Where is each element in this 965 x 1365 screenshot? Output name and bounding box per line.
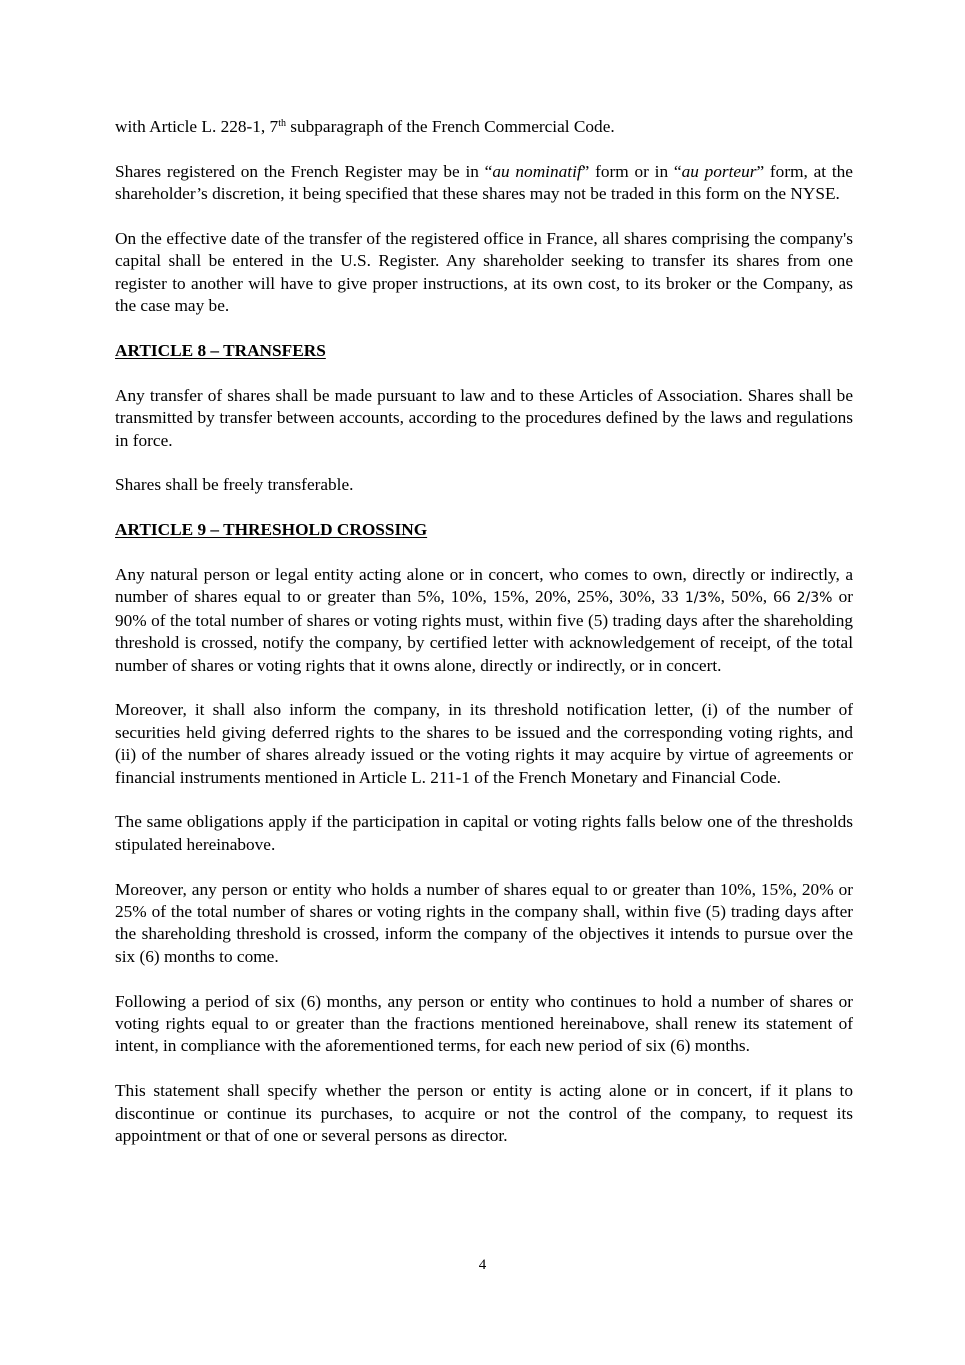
paragraph-effective-date: On the effective date of the transfer of the registered office in France, all shares comprising the company's capital shall be entered in the U.S. Register. Any shareholder seeking to transfer its shares from one register to another will have to give proper instructions, at its own cost, to its broker or the Company, as the case may be.	[115, 229, 853, 316]
paragraph-text: Shares registered on the French Register may be in “	[115, 161, 493, 181]
fraction: 2/3%	[796, 590, 833, 607]
paragraph-text: or 90% of the total number of shares or voting rights must, within five (5) trading days after the shareholding threshold is crossed, notify the company, by certified letter with acknowledgement of receipt, of the total number of shares or voting rights that it owns alone, directly or indirectly, or in concert.	[115, 587, 853, 675]
article-9-heading: ARTICLE 9 – THRESHOLD CROSSING	[115, 520, 428, 540]
paragraph-text: ” form, at the shareholder’s discretion, it being specified that these shares may not be traded in this form on the NYSE.	[115, 161, 853, 204]
paragraph-objectives: Moreover, any person or entity who holds a number of shares equal to or greater than 10%, 15%, 20% or 25% of the total number of shares or voting rights in the company shall, within five (5) trading days after the shareholding threshold is crossed, inform the company of the objectives it intends to pursue over the six (6) months to come.	[115, 879, 853, 966]
paragraph-falls-below: The same obligations apply if the participation in capital or voting rights falls below one of the thresholds stipulated hereinabove.	[115, 812, 853, 854]
paragraph-threshold-notification	[115, 564, 853, 677]
paragraph-article-reference	[115, 116, 853, 138]
italic-term: au nominatif	[492, 161, 582, 181]
paragraph-freely-transferable: Shares shall be freely transferable.	[115, 475, 354, 495]
page-number: 4	[478, 1257, 487, 1273]
paragraph-text: , 50%, 66	[720, 587, 797, 607]
italic-term: au porteur	[681, 161, 757, 181]
paragraph-deferred-rights: Moreover, it shall also inform the company, in its threshold notification letter, (i) of the number of securities held giving deferred rights to the shares to be issued and the corresponding voting rights, and (ii) of the number of shares already issued or the voting rights it may acquire by virtue of agreements or financial instruments mentioned in Article L. 211-1 of the French Monetary and Financial Code.	[115, 700, 853, 787]
paragraph-register-forms	[115, 161, 853, 206]
paragraph-statement-specify: This statement shall specify whether the person or entity is acting alone or in concert, if it plans to discontinue or continue its purchases, to acquire or not the control of the company, to request its appointment or that of one or several persons as director.	[115, 1081, 853, 1146]
article-8-heading: ARTICLE 8 – TRANSFERS	[115, 341, 326, 361]
superscript: th	[278, 118, 286, 129]
paragraph-renew-statement: Following a period of six (6) months, any person or entity who continues to hold a number of shares or voting rights equal to or greater than the fractions mentioned hereinabove, shall renew its statement of intent, in compliance with the aforementioned terms, for each new period of six (6) months.	[115, 991, 853, 1056]
document-body	[115, 116, 853, 1170]
paragraph-text: subparagraph of the French Commercial Code.	[285, 117, 615, 136]
paragraph-text: with Article L. 228-1, 7	[115, 117, 279, 136]
paragraph-transfer-of-shares: Any transfer of shares shall be made pursuant to law and to these Articles of Association. Shares shall be transmitted by transfer between accounts, according to the procedures defined by the laws and regulations in force.	[115, 385, 853, 450]
paragraph-text: Any natural person or legal entity acting alone or in concert, who comes to own, directly or indirectly, a number of shares equal to or greater than 5%, 10%, 15%, 20%, 25%, 30%, 33	[115, 565, 853, 607]
paragraph-text: ” form or in “	[581, 161, 682, 181]
fraction: 1/3%	[684, 590, 721, 607]
